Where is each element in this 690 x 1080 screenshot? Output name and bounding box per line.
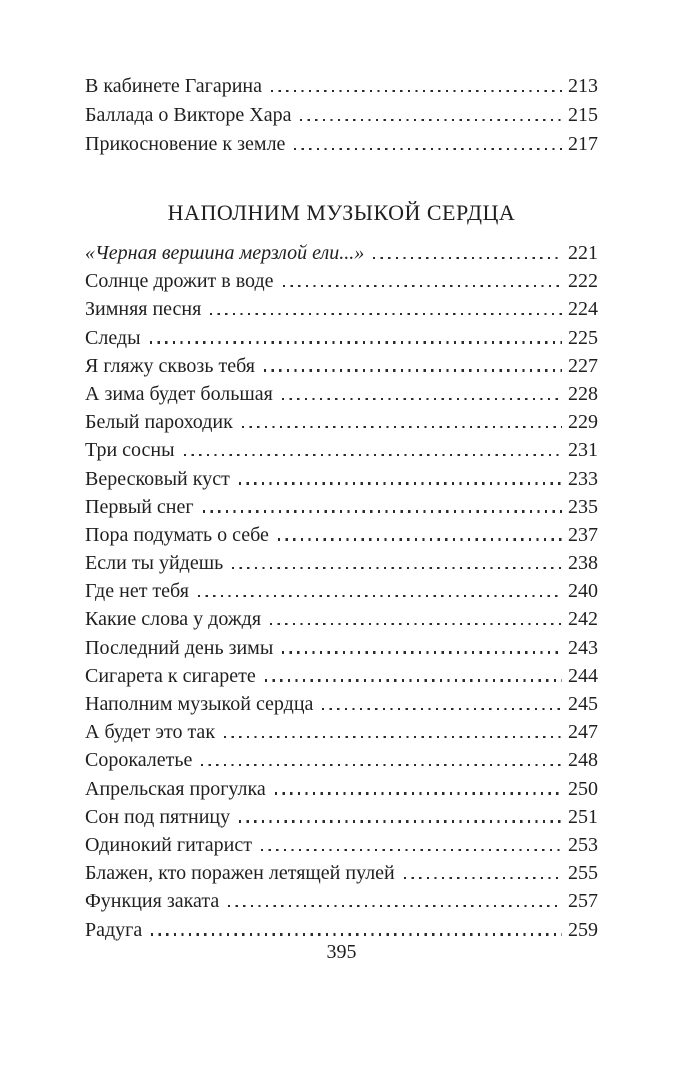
toc-entry-title: Функция заката: [85, 890, 220, 913]
dot-leader: [265, 679, 562, 681]
dot-leader: [282, 651, 562, 653]
dot-leader: [322, 708, 562, 710]
dot-leader: [283, 285, 562, 287]
toc-entry-page: 244: [568, 664, 598, 687]
toc-entry-page: 217: [568, 133, 598, 155]
toc-entry-title: Какие слова у дождя: [85, 608, 262, 631]
toc-entry: [85, 549, 598, 577]
toc-entry: [85, 831, 598, 859]
table-of-contents: [85, 72, 598, 944]
toc-entry: [85, 859, 598, 887]
toc-entry: [85, 130, 598, 159]
toc-entry: [85, 436, 598, 464]
page-number: 395: [326, 941, 357, 963]
dot-leader: [198, 595, 562, 597]
toc-entry-title: Сорокалетье: [85, 749, 193, 772]
toc-entry-title: Радуга: [85, 918, 143, 941]
toc-entry-page: 233: [568, 467, 598, 490]
toc-entry: [85, 803, 598, 831]
dot-leader: [151, 933, 562, 935]
toc-entry-page: 213: [568, 75, 598, 97]
toc-entry-title: Одинокий гитарист: [85, 833, 252, 856]
toc-entry-page: 229: [568, 411, 598, 434]
dot-leader: [404, 877, 562, 879]
dot-leader: [201, 764, 562, 766]
toc-entry: [85, 662, 598, 690]
dot-leader: [210, 313, 562, 315]
toc-entry-page: 235: [568, 495, 598, 518]
toc-entry-page: 255: [568, 862, 598, 885]
toc-entry-page: 227: [568, 354, 598, 377]
dot-leader: [270, 623, 562, 625]
dot-leader: [228, 905, 562, 907]
toc-entry-title: Я гляжу сквозь тебя: [85, 354, 255, 377]
toc-entry-page: 228: [568, 382, 598, 405]
toc-entry: [85, 521, 598, 549]
toc-section: [85, 72, 598, 159]
toc-entry-page: 240: [568, 580, 598, 603]
toc-entry-title: Следы: [85, 326, 141, 349]
toc-entry: [85, 324, 598, 352]
toc-entry: [85, 408, 598, 436]
dot-leader: [150, 341, 562, 343]
dot-leader: [203, 510, 562, 512]
dot-leader: [239, 820, 562, 822]
toc-entry-title: А зима будет большая: [85, 382, 273, 405]
toc-entry-title: Апрельская прогулка: [85, 777, 266, 800]
toc-entry-page: 253: [568, 833, 598, 856]
toc-entry: [85, 746, 598, 774]
dot-leader: [294, 148, 562, 150]
toc-entry: [85, 465, 598, 493]
toc-entry-page: 231: [568, 439, 598, 462]
toc-entry-title: Вересковый куст: [85, 467, 230, 490]
dot-leader: [275, 792, 562, 794]
toc-entry: [85, 352, 598, 380]
toc-entry-page: 245: [568, 693, 598, 715]
toc-entry-page: 221: [568, 242, 598, 264]
toc-entry-title: Наполним музыкой сердца: [85, 693, 314, 715]
toc-entry-title: А будет это так: [85, 721, 216, 744]
toc-entry: [85, 634, 598, 662]
toc-entry-title: Где нет тебя: [85, 580, 189, 603]
dot-leader: [373, 257, 562, 259]
toc-entry-page: 257: [568, 890, 598, 913]
toc-entry: [85, 380, 598, 408]
dot-leader: [242, 426, 562, 428]
toc-entry-title: Первый снег: [85, 495, 194, 518]
toc-entry-title: Если ты уйдешь: [85, 552, 224, 575]
toc-entry: [85, 239, 598, 267]
toc-entry-page: 243: [568, 636, 598, 659]
toc-entry-title: Пора подумать о себе: [85, 523, 269, 546]
toc-entry: [85, 887, 598, 915]
dot-leader: [184, 454, 562, 456]
toc-entry-page: 242: [568, 608, 598, 631]
dot-leader: [278, 538, 562, 540]
toc-entry-title: Последний день зимы: [85, 636, 274, 659]
toc-entry-title: Солнце дрожит в воде: [85, 270, 274, 293]
toc-entry: [85, 690, 598, 718]
toc-entry: [85, 267, 598, 295]
toc-entry-title: «Черная вершина мерзлой ели...»: [85, 242, 365, 264]
toc-entry: [85, 718, 598, 746]
toc-entry-title: Баллада о Викторе Хара: [85, 104, 292, 126]
toc-entry-title: Прикосновение к земле: [85, 133, 286, 155]
toc-entry-page: 238: [568, 552, 598, 575]
toc-entry-page: 251: [568, 805, 598, 828]
toc-entry-page: 215: [568, 104, 598, 126]
toc-entry-title: Сигарета к сигарете: [85, 664, 256, 687]
toc-entry: [85, 775, 598, 803]
toc-entry: [85, 72, 598, 101]
dot-leader: [300, 119, 562, 121]
toc-entry-title: Сон под пятницу: [85, 805, 231, 828]
toc-entry: [85, 295, 598, 323]
toc-entry-page: 259: [568, 918, 598, 941]
toc-entry: [85, 577, 598, 605]
toc-entry: [85, 493, 598, 521]
dot-leader: [224, 736, 562, 738]
toc-entry-page: 248: [568, 749, 598, 772]
toc-section: [85, 198, 598, 944]
dot-leader: [282, 398, 562, 400]
section-heading: НАПОЛНИМ МУЗЫКОЙ СЕРДЦА: [167, 200, 516, 225]
dot-leader: [232, 567, 562, 569]
toc-entry-title: В кабинете Гагарина: [85, 75, 263, 97]
toc-entry-page: 237: [568, 523, 598, 546]
toc-entry-page: 224: [568, 298, 598, 321]
toc-entry-page: 247: [568, 721, 598, 744]
dot-leader: [261, 849, 562, 851]
toc-entry-title: Зимняя песня: [85, 298, 202, 321]
toc-entry-title: Белый пароходик: [85, 411, 233, 434]
dot-leader: [239, 482, 562, 484]
toc-entry-title: Три сосны: [85, 439, 175, 462]
toc-entry-title: Блажен, кто поражен летящей пулей: [85, 862, 395, 885]
toc-entry-page: 222: [568, 270, 598, 293]
toc-entry: [85, 605, 598, 633]
toc-entry: [85, 101, 598, 130]
toc-entry-page: 225: [568, 326, 598, 349]
dot-leader: [271, 90, 562, 92]
dot-leader: [264, 369, 562, 371]
toc-entry-page: 250: [568, 777, 598, 800]
